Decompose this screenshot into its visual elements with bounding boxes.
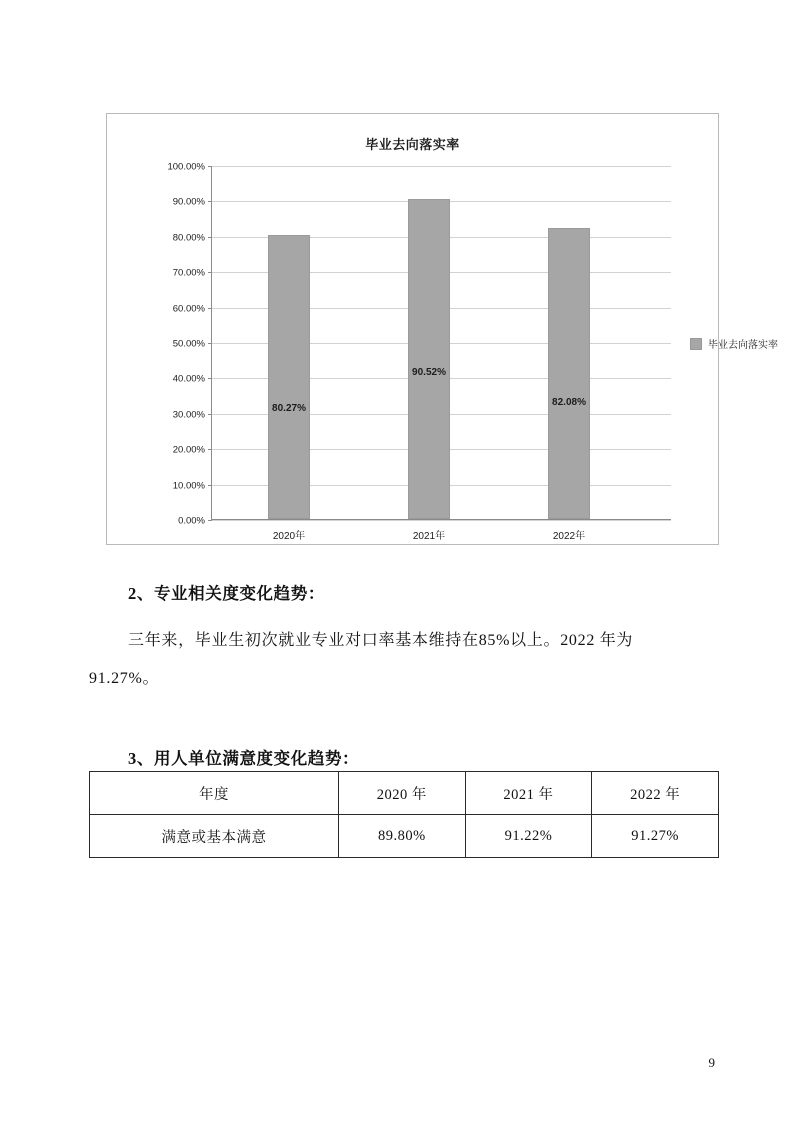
y-axis-tick-label: 0.00% xyxy=(178,515,205,527)
bar-value-label: 90.52% xyxy=(412,367,446,378)
table-header-cell: 2020 年 xyxy=(339,772,466,815)
tick-mark xyxy=(208,485,212,486)
chart-plot-area xyxy=(167,161,671,542)
tick-mark xyxy=(208,378,212,379)
table-header-cell: 2022 年 xyxy=(592,772,719,815)
page-number: 9 xyxy=(708,1055,715,1070)
tick-mark xyxy=(208,449,212,450)
tick-mark xyxy=(208,201,212,202)
chart-legend xyxy=(690,336,778,351)
y-axis-tick-label: 100.00% xyxy=(167,161,205,173)
y-axis-tick-label: 50.00% xyxy=(172,338,205,350)
x-axis-tick-label: 2022年 xyxy=(552,531,586,542)
tick-mark xyxy=(208,343,212,344)
gridline xyxy=(167,161,671,173)
table-header-cell: 年度 xyxy=(90,772,339,815)
bar-value-label: 82.08% xyxy=(552,397,586,408)
y-axis-tick-label: 70.00% xyxy=(172,267,205,279)
satisfaction-table xyxy=(89,771,719,858)
y-axis-tick-label: 30.00% xyxy=(172,409,205,421)
table-header-cell: 2021 年 xyxy=(465,772,592,815)
x-axis-tick-label: 2021年 xyxy=(412,531,446,542)
bar-value-label: 80.27% xyxy=(272,403,306,414)
table-header-row xyxy=(90,772,719,815)
legend-label: 毕业去向落实率 xyxy=(708,340,778,351)
bar-2020 xyxy=(268,235,310,519)
chart-title: 毕业去向落实率 xyxy=(365,137,460,152)
y-axis-tick-label: 20.00% xyxy=(172,444,205,456)
y-axis-tick-label: 90.00% xyxy=(172,196,205,208)
y-axis-tick-label: 80.00% xyxy=(172,232,205,244)
bar-2022 xyxy=(548,228,590,519)
table-cell: 91.27% xyxy=(592,815,719,858)
section-3-heading: 3、用人单位满意度变化趋势： xyxy=(128,749,360,768)
table-cell: 91.22% xyxy=(465,815,592,858)
y-axis-tick-label: 10.00% xyxy=(172,480,205,492)
table-cell: 满意或基本满意 xyxy=(90,815,339,858)
y-axis-tick-label: 60.00% xyxy=(172,303,205,315)
gridline xyxy=(178,515,671,527)
legend-swatch-icon xyxy=(690,338,702,350)
x-axis-tick-label: 2020年 xyxy=(272,531,306,542)
y-axis-tick-label: 40.00% xyxy=(172,373,205,385)
section-2-heading: 2、专业相关度变化趋势： xyxy=(128,584,325,603)
tick-mark xyxy=(208,272,212,273)
tick-mark xyxy=(208,237,212,238)
tick-mark xyxy=(208,166,212,167)
table-cell: 89.80% xyxy=(339,815,466,858)
table-row xyxy=(90,815,719,858)
tick-mark xyxy=(208,308,212,309)
tick-mark xyxy=(208,520,212,521)
section-2-paragraph-line-2: 91.27%。 xyxy=(89,670,160,687)
bar-chart xyxy=(106,113,778,545)
section-2-paragraph-line-1: 三年来，毕业生初次就业专业对口率基本维持在85%以上。2022 年为 xyxy=(128,632,634,649)
tick-mark xyxy=(208,414,212,415)
bar-2021 xyxy=(408,199,450,519)
